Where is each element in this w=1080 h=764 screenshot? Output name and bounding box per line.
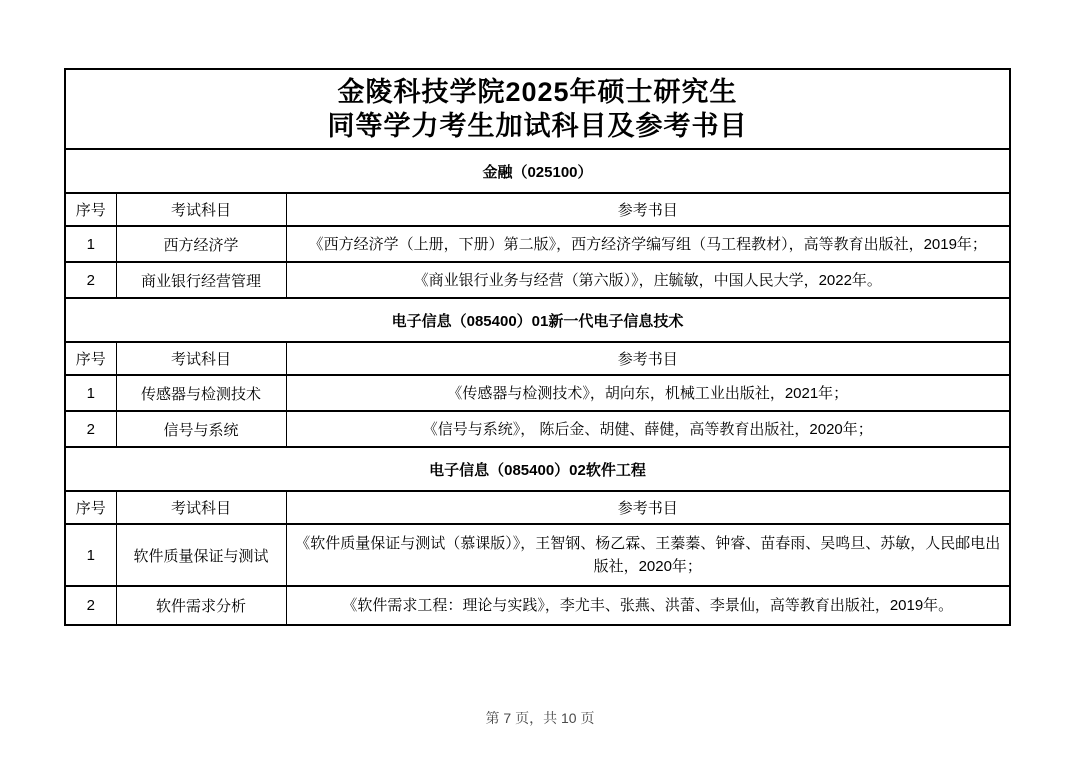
table-row (65, 586, 1010, 625)
column-header-reference: 参考书目 (286, 342, 1010, 375)
row-number: 1 (65, 226, 116, 262)
exam-subject: 软件需求分析 (116, 586, 286, 625)
column-header-reference: 参考书目 (286, 193, 1010, 226)
column-header-no: 序号 (65, 342, 116, 375)
row-number: 2 (65, 262, 116, 298)
column-header-reference: 参考书目 (286, 491, 1010, 524)
section-row-electronic-info-02 (65, 447, 1010, 491)
row-number: 1 (65, 375, 116, 411)
table-header-row (65, 193, 1010, 226)
reference-books: 《信号与系统》， 陈后金、胡健、薛健，高等教育出版社，2020年； (286, 411, 1010, 447)
table-row (65, 524, 1010, 586)
exam-subject: 西方经济学 (116, 226, 286, 262)
exam-subject: 信号与系统 (116, 411, 286, 447)
reference-books: 《西方经济学（上册，下册）第二版》，西方经济学编写组（马工程教材），高等教育出版社，2019年； (286, 226, 1010, 262)
table-row (65, 411, 1010, 447)
exam-subject: 软件质量保证与测试 (116, 524, 286, 586)
column-header-no: 序号 (65, 193, 116, 226)
row-number: 1 (65, 524, 116, 586)
section-header-finance: 金融（025100） (65, 149, 1010, 193)
table-header-row (65, 491, 1010, 524)
column-header-subject: 考试科目 (116, 193, 286, 226)
document-title (65, 69, 1010, 149)
reference-books: 《商业银行业务与经营（第六版）》，庄毓敏，中国人民大学，2022年。 (286, 262, 1010, 298)
column-header-no: 序号 (65, 491, 116, 524)
section-header-electronic-info-01: 电子信息（085400）01新一代电子信息技术 (65, 298, 1010, 342)
title-line-2: 同等学力考生加试科目及参考书目 (327, 111, 748, 141)
exam-subject: 商业银行经营管理 (116, 262, 286, 298)
reference-books-table (64, 68, 1011, 626)
section-row-finance (65, 149, 1010, 193)
section-header-electronic-info-02: 电子信息（085400）02软件工程 (65, 447, 1010, 491)
title-line-1: 金陵科技学院2025年硕士研究生 (337, 77, 738, 107)
reference-books: 《软件质量保证与测试（慕课版）》，王智钢、杨乙霖、王蓁蓁、钟睿、苗春雨、吴鸣旦、苏敏，人民邮电出版社，2020年； (286, 524, 1010, 586)
table-row (65, 375, 1010, 411)
section-row-electronic-info-01 (65, 298, 1010, 342)
column-header-subject: 考试科目 (116, 342, 286, 375)
table-header-row (65, 342, 1010, 375)
row-number: 2 (65, 411, 116, 447)
reference-books: 《软件需求工程：理论与实践》，李尤丰、张燕、洪蕾、李景仙，高等教育出版社，2019年。 (286, 586, 1010, 625)
title-row (65, 69, 1010, 149)
page-footer: 第 7 页，共 10 页 (485, 710, 595, 726)
row-number: 2 (65, 586, 116, 625)
reference-books: 《传感器与检测技术》，胡向东，机械工业出版社，2021年； (286, 375, 1010, 411)
table-row (65, 226, 1010, 262)
column-header-subject: 考试科目 (116, 491, 286, 524)
table-row (65, 262, 1010, 298)
exam-subject: 传感器与检测技术 (116, 375, 286, 411)
